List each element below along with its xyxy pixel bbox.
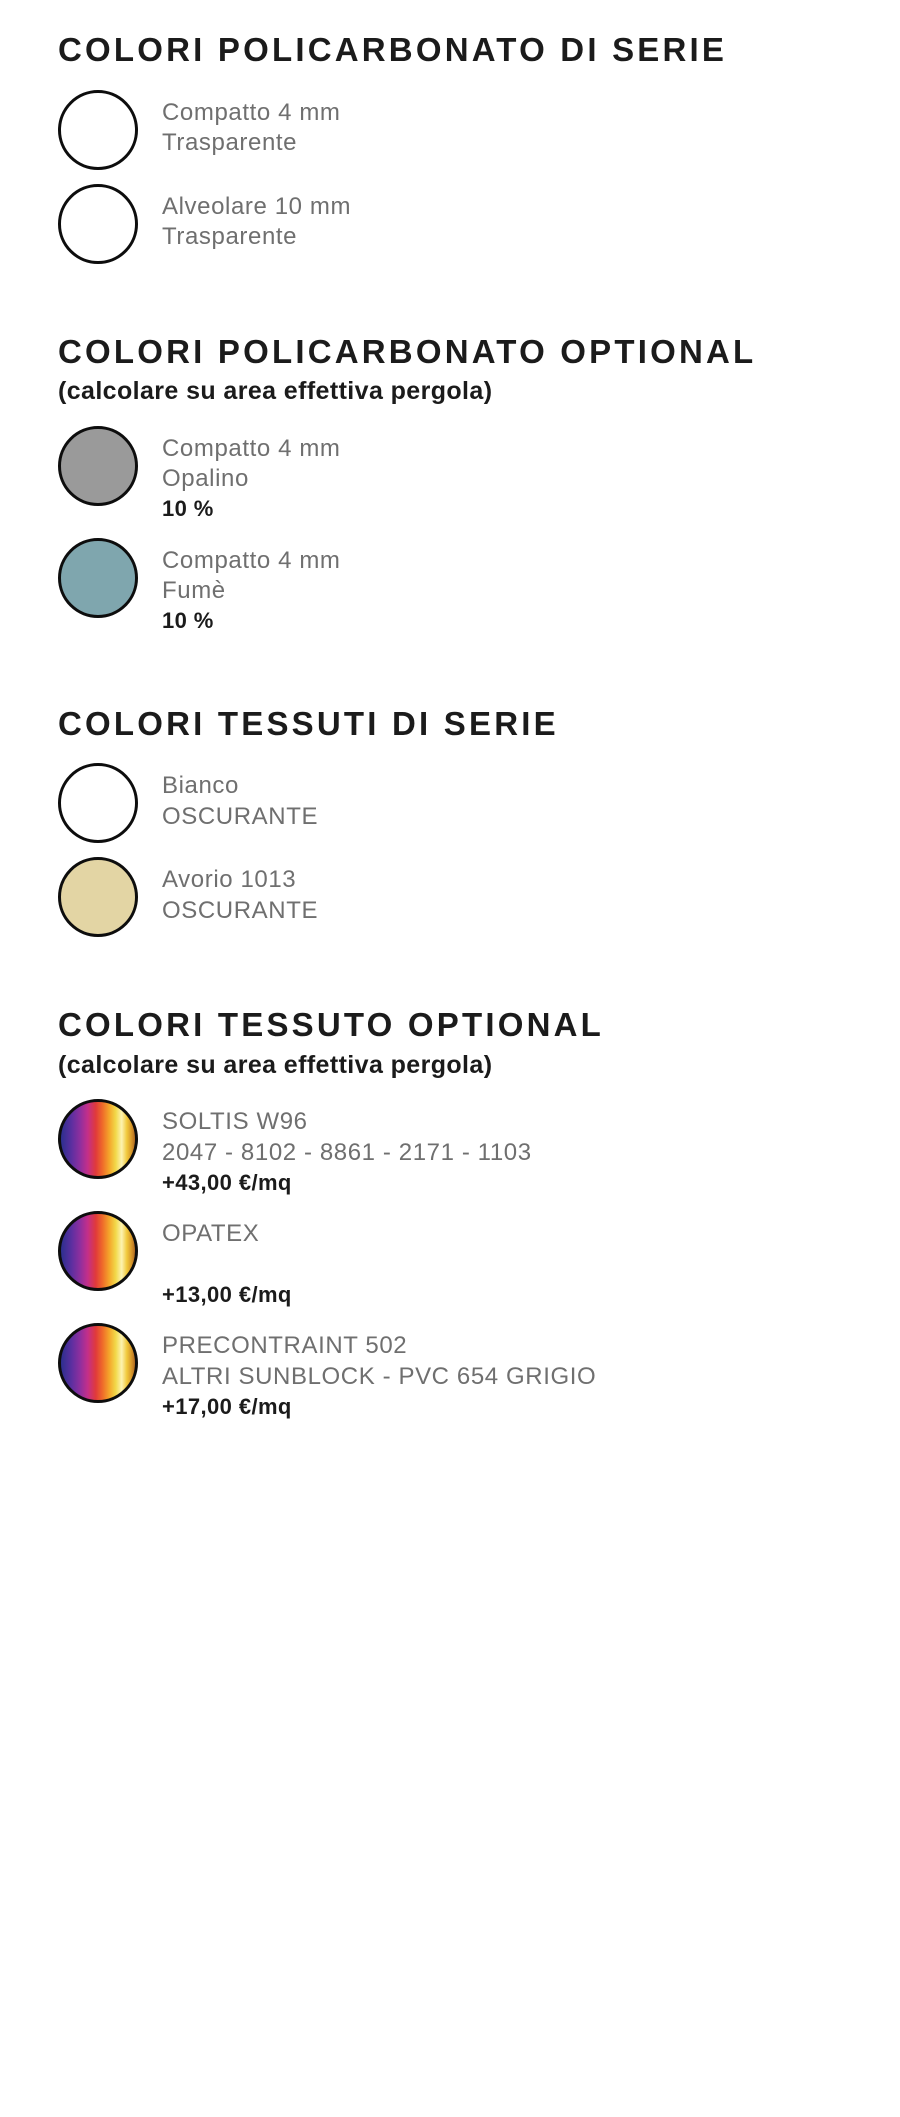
list-item[interactable] — [58, 426, 860, 524]
section-subtitle: (calcolare su area effettiva pergola) — [58, 377, 493, 406]
item-line-1: SOLTIS W96 — [162, 1108, 308, 1136]
swatch-avorio-1013-oscurante — [58, 857, 138, 937]
list-item[interactable] — [58, 538, 860, 636]
list-item[interactable] — [58, 1323, 860, 1421]
section-title: COLORI TESSUTO OPTIONAL — [58, 1006, 605, 1044]
item-line-1: Compatto 4 mm — [162, 434, 341, 462]
swatch-list — [58, 90, 860, 264]
item-labels — [162, 426, 341, 524]
item-line-1: Compatto 4 mm — [162, 546, 341, 574]
item-line-1: OPATEX — [162, 1220, 260, 1248]
swatch-compatto-4mm-trasparente — [58, 90, 138, 170]
list-item[interactable] — [58, 1211, 860, 1309]
list-item[interactable] — [58, 763, 860, 843]
swatch-soltis-w96 — [58, 1099, 138, 1179]
swatch-compatto-4mm-opalino — [58, 426, 138, 506]
item-labels — [162, 1099, 532, 1197]
swatch-bianco-oscurante — [58, 763, 138, 843]
item-line-2: OSCURANTE — [162, 896, 319, 924]
swatch-list — [58, 763, 860, 937]
item-line-2: Opalino — [162, 465, 249, 493]
swatch-alveolare-10mm-trasparente — [58, 184, 138, 264]
item-line-1: Compatto 4 mm — [162, 98, 341, 126]
section-title: COLORI POLICARBONATO OPTIONAL — [58, 332, 757, 370]
section-policarbonato-serie — [58, 28, 860, 264]
list-item[interactable] — [58, 90, 860, 170]
item-line-2: 2047 - 8102 - 8861 - 2171 - 1103 — [162, 1138, 532, 1166]
item-line-2: Fumè — [162, 577, 226, 605]
swatch-list — [58, 1099, 860, 1421]
item-price: 10 % — [162, 608, 214, 634]
list-item[interactable] — [58, 857, 860, 937]
section-tessuto-optional — [58, 1003, 860, 1421]
swatch-list — [58, 426, 860, 636]
item-labels — [162, 1323, 596, 1421]
section-title: COLORI TESSUTI DI SERIE — [58, 704, 559, 742]
item-line-1: PRECONTRAINT 502 — [162, 1332, 408, 1360]
item-price: 10 % — [162, 496, 214, 522]
swatch-precontraint-502 — [58, 1323, 138, 1403]
item-line-2: ALTRI SUNBLOCK - PVC 654 GRIGIO — [162, 1363, 597, 1391]
item-line-2: OSCURANTE — [162, 802, 319, 830]
spacer — [58, 650, 860, 702]
item-line-2: Trasparente — [162, 129, 298, 157]
swatch-compatto-4mm-fume — [58, 538, 138, 618]
item-labels — [162, 90, 341, 159]
item-labels — [162, 763, 318, 832]
item-price: +43,00 €/mq — [162, 1169, 292, 1195]
item-price: +13,00 €/mq — [162, 1281, 292, 1307]
item-line-1: Avorio 1013 — [162, 866, 297, 894]
item-line-1: Alveolare 10 mm — [162, 192, 352, 220]
section-title: COLORI POLICARBONATO DI SERIE — [58, 31, 728, 68]
item-line-2: Trasparente — [162, 223, 298, 251]
item-labels — [162, 857, 318, 926]
spacer — [58, 278, 860, 330]
list-item[interactable] — [58, 184, 860, 264]
item-labels — [162, 538, 341, 636]
item-price: +17,00 €/mq — [162, 1393, 292, 1419]
section-subtitle: (calcolare su area effettiva pergola) — [58, 1050, 493, 1079]
list-item[interactable] — [58, 1099, 860, 1197]
item-labels — [162, 184, 351, 253]
spacer — [58, 951, 860, 1003]
section-tessuti-serie — [58, 702, 860, 938]
swatch-opatex — [58, 1211, 138, 1291]
item-line-1: Bianco — [162, 772, 239, 800]
item-labels — [162, 1211, 292, 1309]
section-policarbonato-optional — [58, 330, 860, 636]
